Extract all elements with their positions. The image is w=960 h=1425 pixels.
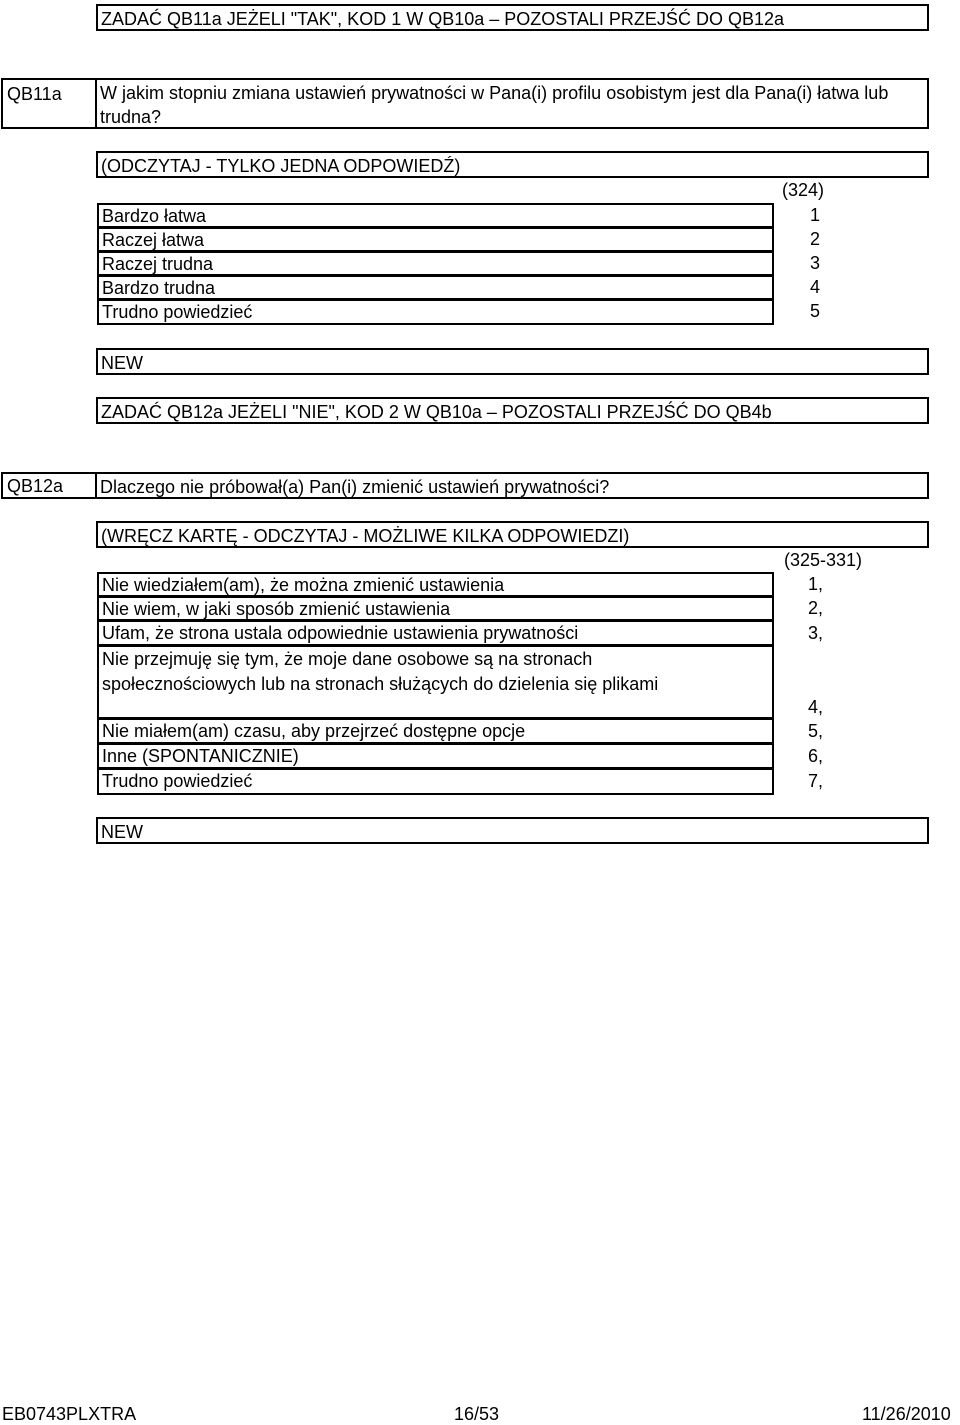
qb12a-routing-text: ZADAĆ QB12a JEŻELI "NIE", KOD 2 W QB10a – POZOSTALI PRZEJŚĆ DO QB4b: [101, 402, 772, 422]
qb11a-option-3: Raczej trudna: [97, 251, 774, 276]
qb11a-routing-text: ZADAĆ QB11a JEŻELI "TAK", KOD 1 W QB10a – POZOSTALI PRZEJŚĆ DO QB12a: [101, 9, 784, 29]
qb12a-code-4: 4,: [807, 697, 823, 717]
qb12a-id: QB12a: [7, 476, 64, 496]
qb12a-id-box: [1, 472, 97, 499]
qb12a-option-1: Nie wiedziałem(am), że można zmienić ustawienia: [97, 572, 774, 597]
qb11a-code-4: 4: [809, 277, 820, 297]
qb12a-instruction-box: [96, 521, 929, 548]
qb12a-option-4: Nie przejmuję się tym, że moje dane osobowe są na stronach społecznościowych lub na stronach służących do dzielenia się plikami: [97, 645, 774, 719]
qb11a-instruction: (ODCZYTAJ - TYLKO JEDNA ODPOWIEDŹ): [101, 156, 461, 176]
qb11a-question-box: [95, 78, 929, 129]
qb12a-option-6: Inne (SPONTANICZNIE): [97, 743, 774, 769]
qb11a-code-2: 2: [809, 229, 820, 249]
qb11a-code-1: 1: [809, 205, 820, 225]
qb12a-option-7: Trudno powiedzieć: [97, 768, 774, 795]
qb11a-option-4: Bardzo trudna: [97, 275, 774, 300]
qb12a-option-5: Nie miałem(am) czasu, aby przejrzeć dostępne opcje: [97, 718, 774, 744]
qb11a-id-box: [1, 78, 97, 129]
qb12a-column-code: (325-331): [783, 550, 862, 570]
qb11a-code-5: 5: [809, 301, 820, 321]
qb12a-code-5: 5,: [807, 721, 823, 741]
qb11a-new-box: [96, 348, 929, 375]
qb11a-id: QB11a: [7, 84, 62, 104]
qb12a-instruction: (WRĘCZ KARTĘ - ODCZYTAJ - MOŻLIWE KILKA ODPOWIEDZI): [101, 526, 630, 546]
qb12a-question: Dlaczego nie próbował(a) Pan(i) zmienić ustawień prywatności?: [100, 477, 610, 497]
qb11a-column-code: (324): [781, 180, 824, 200]
qb12a-option-2: Nie wiem, w jaki sposób zmienić ustawienia: [97, 596, 774, 621]
qb12a-code-7: 7,: [807, 771, 823, 791]
qb11a-new-label: NEW: [101, 353, 143, 373]
footer-page-number: 16/53: [454, 1404, 500, 1424]
qb11a-option-2: Raczej łatwa: [97, 227, 774, 252]
qb12a-new-box: [96, 817, 929, 844]
qb12a-code-3: 3,: [807, 623, 823, 643]
qb12a-question-box: [95, 472, 929, 499]
qb11a-option-1: Bardzo łatwa: [97, 203, 774, 228]
qb12a-code-2: 2,: [807, 598, 823, 618]
qb11a-question: W jakim stopniu zmiana ustawień prywatności w Pana(i) profilu osobistym jest dla Pana(i) łatwa lub trudna?: [100, 83, 889, 127]
footer-doc-id: EB0743PLXTRA: [2, 1404, 137, 1424]
qb12a-option-3: Ufam, że strona ustala odpowiednie ustawienia prywatności: [97, 620, 774, 646]
qb11a-code-3: 3: [809, 253, 820, 273]
qb12a-routing-box: [96, 397, 929, 424]
qb12a-new-label: NEW: [101, 822, 143, 842]
qb12a-code-6: 6,: [807, 746, 823, 766]
footer-date: 11/26/2010: [862, 1404, 951, 1424]
qb12a-code-1: 1,: [807, 574, 823, 594]
qb11a-option-5: Trudno powiedzieć: [97, 299, 774, 325]
qb11a-instruction-box: [96, 151, 929, 178]
qb11a-routing-box: [96, 4, 929, 31]
